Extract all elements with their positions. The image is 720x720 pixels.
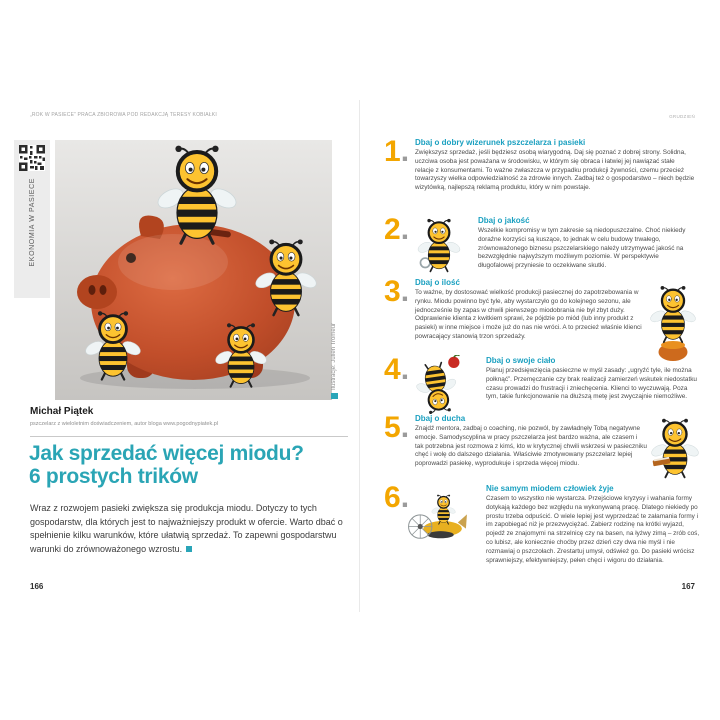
page-number-left: 166 bbox=[30, 582, 44, 591]
tip-number-1 bbox=[384, 135, 410, 168]
tip-body: Wszelkie kompromisy w tym zakresie są niedopuszczalne. Choć niekiedy doraźne korzyści są kuszące, to jednak w celu budowy trwałego, zrównoważonego biznesu pszczelarskiego należy utrzymywać jakość na bezwzględnie najwyższym możliwym poziomie. W perspektywie długofalowej przyniesie to oczekiwane skutki. bbox=[478, 227, 686, 270]
bee-with-book-icon bbox=[651, 417, 699, 481]
tip-body: To ważne, by dostosować wielkość produkcji pasiecznej do zapotrzebowania w rynku. Miodu powinno być tyle, aby wystarczyło go do kolejnego sezonu, ale jednocześnie by zapas w chwili pierwszego miodobrania nie był zbyt duży. Odprawienie klienta z kwitkiem sprawi, że pójdzie po miód (lub inny produkt z pasieki) w inne miejsce i może już do nas nie wróci. A to przecież właśnie klienci powracający stanowią trzon sprzedaży. bbox=[415, 289, 642, 341]
piggy-bank-bees-photo bbox=[55, 140, 332, 400]
tip-number-digit: 2 bbox=[384, 213, 401, 246]
section-tab bbox=[14, 140, 50, 298]
tip-heading: Dbaj o dobry wizerunek pszczelarza i pasieki bbox=[415, 138, 586, 147]
bee-flying-airplane-icon bbox=[405, 492, 471, 548]
tip-body: Czasem to wszystko nie wystarcza. Przejściowe kryzysy i wahania formy dotykają każdego bez względu na wykonywaną pracę. Dlatego niekiedy po prostu trzeba odpuścić. O wiele lepiej jest wyprzedzać te załamania formy i im zapobiegać niż je przezwyciężać. Zabierz rodzinę na krótki wyjazd, pojedź ze znajomymi na strzelnicę czy na basen, na łyżwy zimą – zrób coś, co lubisz, ale koniecznie choćby przez dzień czy dwa nie myśl i nie rozmawiaj o pszczołach. Zrestartuj umysł, odśwież go. Do pasieki wrócisz sprawniejszy, efektywniejszy, pełen chęci i wigoru do działania. bbox=[486, 495, 700, 564]
tip-number-dot: . bbox=[400, 481, 410, 514]
author-name: Michał Piątek bbox=[30, 406, 94, 417]
tip-content bbox=[478, 216, 696, 271]
right-page bbox=[360, 100, 706, 620]
tip-number-digit: 6 bbox=[384, 481, 401, 514]
title-line-1: Jak sprzedać więcej miodu? bbox=[29, 442, 304, 465]
tip-content bbox=[486, 356, 698, 402]
section-label: EKONOMIA W PASIECE bbox=[28, 178, 36, 267]
tip-content bbox=[415, 138, 695, 193]
tip-number-digit: 3 bbox=[384, 275, 401, 308]
author-bio: pszczelarz z wieloletnim doświadczeniem, autor bloga www.pogodnypiatek.pl bbox=[30, 421, 219, 427]
end-of-lead-marker bbox=[186, 546, 192, 552]
tip-body: Planuj przedsięwzięcia pasieczne w myśl zasady: „ugryźć tyle, ile można połknąć”. Przemęczanie czy brak realizacji zamierzeń wskutek niedostatku czasu prowadzi do frustracji i zniechęcenia. Klienci to wyczuwają. Poza tym, takie funkcjonowanie na dłuższą metę jest zwyczajnie niemożliwe. bbox=[486, 367, 697, 401]
tip-body: Zwiększysz sprzedaż, jeśli będziesz osobą wiarygodną. Daj się poznać z dobrej strony. Solidna, uczciwa osoba jest poważana w środowisku, w którym się obraca i łatwiej jej nawiązać stałe relacje z konsumentami. To ważne zwłaszcza w przypadku produkcji żywności, czemu przecież towarzyszy wielka odpowiedzialność za zdrowie innych. Zadbaj też o gospodarstwo – niech będzie wizytówką, najlepszą reklamą produktu, który w nim powstaje. bbox=[415, 149, 695, 192]
tip-number-dot: . bbox=[400, 213, 410, 246]
caption-marker bbox=[331, 393, 338, 399]
article-lead bbox=[30, 502, 351, 556]
tip-number-dot: . bbox=[400, 275, 410, 308]
tip-number-5 bbox=[384, 411, 410, 444]
tip-number-dot: . bbox=[400, 411, 410, 444]
tip-number-digit: 5 bbox=[384, 411, 401, 444]
title-line-2: 6 prostych trików bbox=[29, 465, 198, 489]
bee-with-keyring-icon bbox=[417, 218, 461, 274]
tip-heading: Dbaj o ilość bbox=[415, 278, 460, 287]
tip-number-dot: . bbox=[400, 135, 410, 168]
tip-number-digit: 1 bbox=[384, 135, 401, 168]
bee-handstand-with-apple-icon bbox=[411, 355, 473, 417]
tip-number-dot: . bbox=[400, 353, 410, 386]
running-head-right: GRUDZIEŃ bbox=[669, 114, 695, 119]
tip-number-digit: 4 bbox=[384, 353, 401, 386]
photo-credit: Ilustracje: Julien Tromeur bbox=[331, 322, 337, 390]
left-page bbox=[14, 100, 360, 620]
tip-heading: Dbaj o swoje ciało bbox=[486, 356, 556, 365]
article-title bbox=[29, 442, 304, 488]
tip-number-4 bbox=[384, 353, 410, 386]
tip-number-3 bbox=[384, 275, 410, 308]
lead-text: Wraz z rozwojem pasieki zwiększa się produkcja miodu. Dotyczy to tych gospodarstw, dla których jest to najważniejszy produkt w ofercie. Warto dbać o spełnienie kilku warunków, które ułatwią sprzedaż. To zapewni gospodarstwu warunki do zrównoważonego wzrostu. bbox=[30, 503, 343, 554]
tip-body: Znajdź mentora, zadbaj o coaching, nie pozwól, by zawładnęły Tobą negatywne emocje. Samodyscyplina w pracy pszczelarza jest bardzo ważna, ale czasem i tak potrzebna jest rozmowa z kimś, kto w krytycznej chwili wskrzesi w pasieczniku chęć i wolę do dalszego działania. Właściwie zmotywowany pszczelarz lepiej poprowadzi pasiekę, wyprodukuje i sprzeda więcej miodu. bbox=[415, 425, 647, 468]
running-head-left: „ROK W PASIECE” PRACA ZBIOROWA POD REDAKCJĄ TERESY KOBIAŁKI bbox=[30, 112, 217, 118]
tip-content bbox=[486, 484, 700, 566]
tip-heading: Dbaj o ducha bbox=[415, 414, 466, 423]
tip-heading: Nie samym miodem człowiek żyje bbox=[486, 484, 614, 493]
tip-number-2 bbox=[384, 213, 410, 246]
tip-content bbox=[415, 278, 643, 342]
tip-content bbox=[415, 414, 647, 469]
bee-on-honey-pot-icon bbox=[648, 282, 698, 362]
page-number-right: 167 bbox=[681, 582, 695, 591]
divider-rule bbox=[30, 436, 348, 437]
tip-heading: Dbaj o jakość bbox=[478, 216, 530, 225]
piggy-bank-illustration bbox=[55, 140, 332, 400]
qr-code-icon bbox=[19, 145, 45, 171]
